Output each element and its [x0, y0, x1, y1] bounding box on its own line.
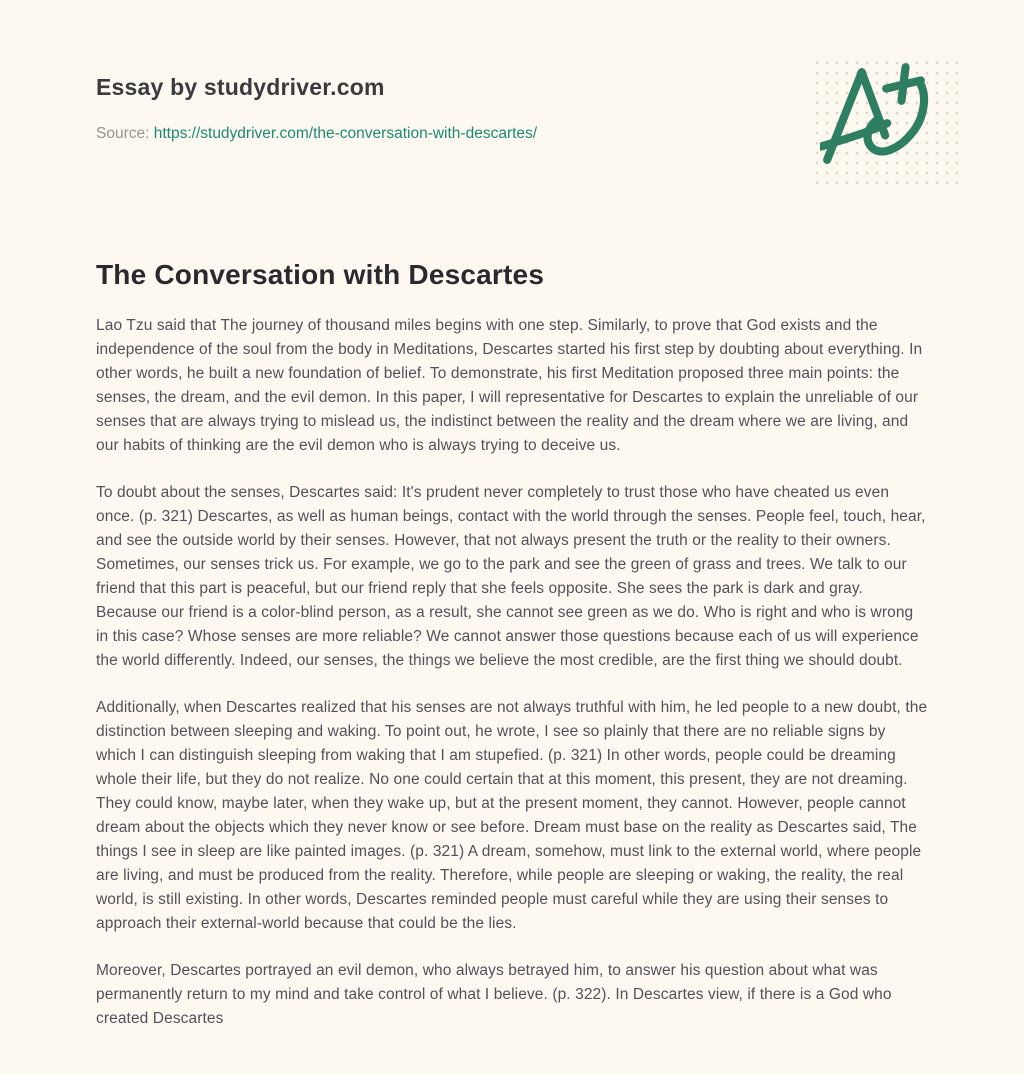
essay-paragraph-4: Moreover, Descartes portrayed an evil demon, who always betrayed him, to answer his question about what was permanently return to my mind and take control of what I believe. (p. 322). In Descartes view, if there is a God who created Descartes [96, 962, 892, 1027]
essay-body [96, 314, 928, 1031]
essay-paragraph-2: To doubt about the senses, Descartes said: It's prudent never completely to trust those who have cheated us even once. (p. 321) Descartes, as well as human beings, contact with the world through the senses. People feel, touch, hear, and see the outside world by their senses. However, that not always present the truth or the reality to their owners. Sometimes, our senses trick us. For example, we go to the park and see the green of grass and trees. We talk to our friend that this part is peaceful, but our friend reply that she feels opposite. She sees the park is dark and gray. Because our friend is a color-blind person, as a result, she cannot see green as we do. Who is right and who is wrong in this case? Whose senses are more reliable? We cannot answer those questions because each of us will experience the world differently. Indeed, our senses, the things we believe the most credible, are the first thing we should doubt. [96, 484, 926, 669]
source-label: Source: [96, 125, 150, 142]
studydriver-a-plus-logo-icon [820, 62, 932, 164]
essay-title: The Conversation with Descartes [96, 259, 545, 290]
source-url-link[interactable]: https://studydriver.com/the-conversation-with-descartes/ [153, 125, 538, 142]
essay-paragraph-3: Additionally, when Descartes realized that his senses are not always truthful with him, he led people to a new doubt, the distinction between sleeping and waking. To point out, he wrote, I see so plainly that there are no reliable signs by which I can distinguish sleeping from waking that I am stupefied. (p. 321) In other words, people could be dreaming whole their life, but they do not realize. No one could certain that at this moment, this present, they are not dreaming. They could know, maybe later, when they wake up, but at the present moment, they cannot. However, people cannot dream about the objects which they never know or see before. Dream must base on the reality as Descartes said, The things I see in sleep are like painted images. (p. 321) A dream, somehow, must link to the external world, where people are living, and must be produced from the reality. Therefore, while people are sleeping or waking, the reality, the real world, is still existing. In other words, Descartes reminded people must careful while they are using their senses to approach their external-world because that could be the lies. [96, 699, 928, 932]
essay-paragraph-1: Lao Tzu said that The journey of thousand miles begins with one step. Similarly, to prove that God exists and the independence of the soul from the body in Meditations, Descartes started his first step by doubting about everything. In other words, he built a new foundation of belief. To demonstrate, his first Meditation proposed three main points: the senses, the dream, and the evil demon. In this paper, I will representative for Descartes to explain the unreliable of our senses that are always trying to mislead us, the indistinct between the reality and the dream where we are living, and our habits of thinking are the evil demon who is always trying to deceive us. [96, 317, 923, 454]
doc-header-title: Essay by studydriver.com [96, 74, 385, 100]
source-line [96, 123, 928, 145]
